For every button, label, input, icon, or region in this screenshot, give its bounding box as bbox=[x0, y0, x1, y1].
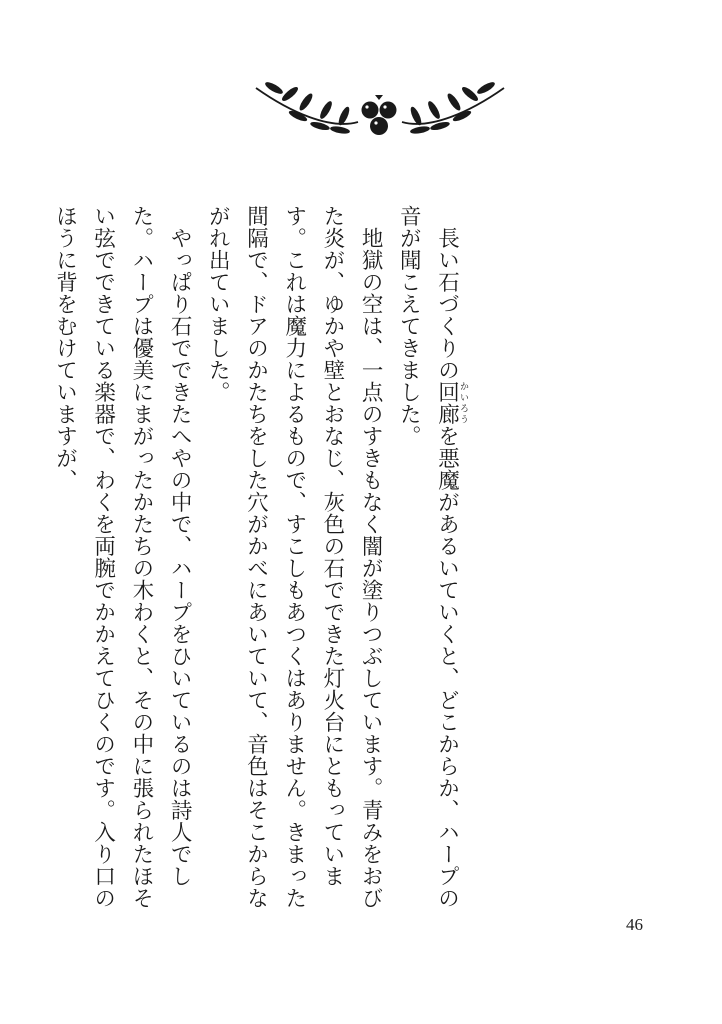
ruby-reading: かいろう bbox=[458, 380, 468, 425]
body-text bbox=[52, 205, 468, 925]
laurel-berries-icon bbox=[250, 72, 510, 152]
paragraph-3: やっぱり石でできたへやの中で、ハープをひいているのは詩人でした。ハープは優美にまがったかたちの木わくと、その中に張られたほそい弦でできている楽器で、わくを両腕でかかえてひくのです。入り口のほうに背をむけていますが、 bbox=[52, 205, 193, 909]
paragraph-1: 長い石づくりの回廊かいろうを悪魔があるいていくと、どこからか、ハープの音が聞こえてきました。 bbox=[396, 205, 468, 909]
ruby-kairou: 回廊かいろう bbox=[434, 380, 468, 425]
paragraph-2: 地獄の空は、一点のすきもなく闇が塗りつぶしています。青みをおびた炎が、ゆかや壁とおなじ、灰色の石でできた灯火台にともっています。これは魔力によるもので、すこしもあつくはありません。きまった間隔で、ドアのかたちをした穴がかべにあいていて、音色はそこからながれ出ていました。 bbox=[205, 205, 384, 909]
page-number: 46 bbox=[626, 915, 643, 934]
